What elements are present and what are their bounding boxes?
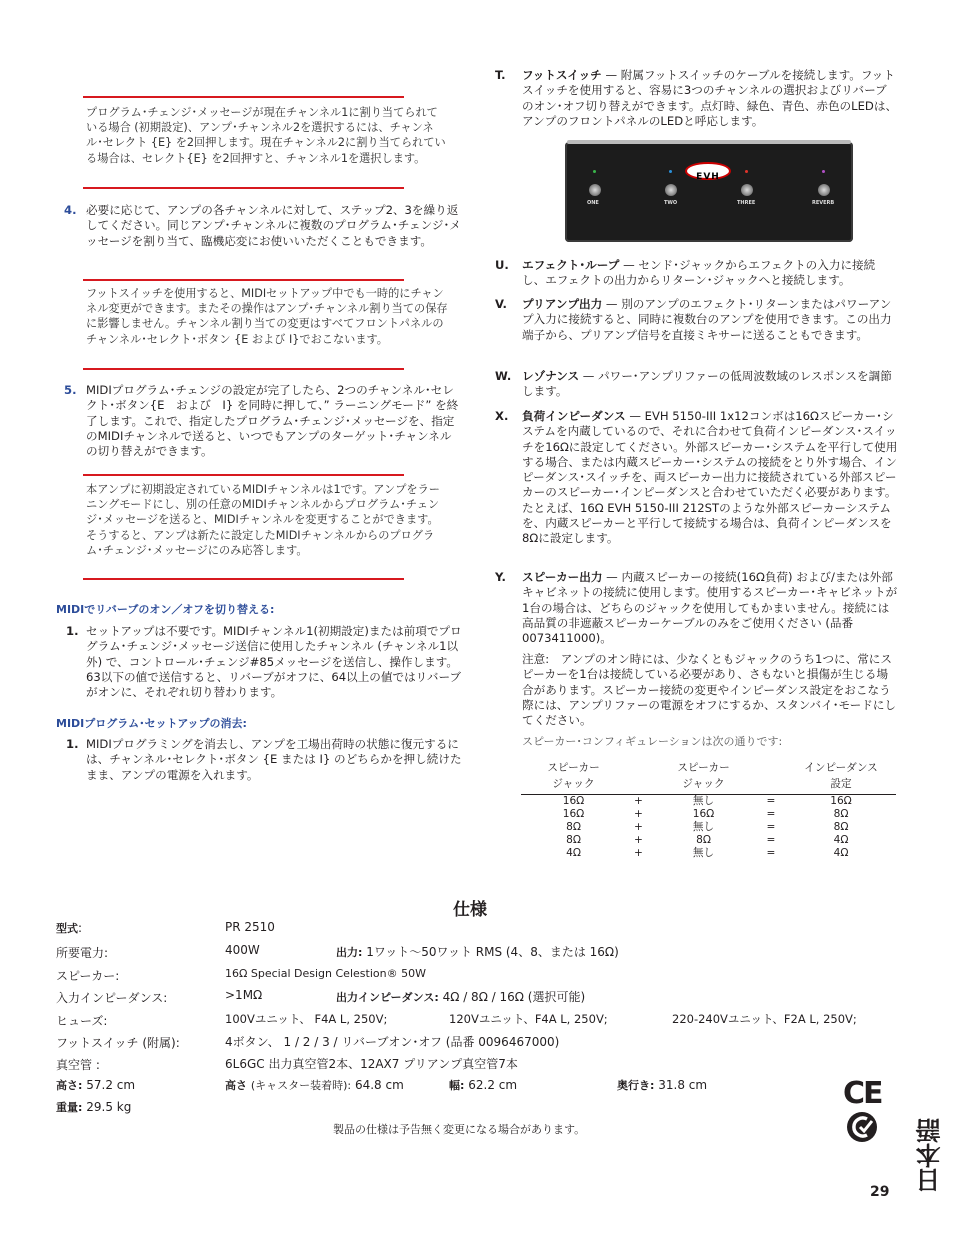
- table-row: 16Ω + 16Ω = 8Ω: [562, 808, 849, 820]
- item-w-text: パワー･アンプリファーの低周波数域のレスポンスを調節します。: [522, 369, 892, 399]
- footswitch-knob-two-icon: [665, 184, 677, 196]
- table-row: 8Ω + 8Ω = 4Ω: [566, 834, 849, 846]
- footswitch-knob-one-icon: [589, 184, 601, 196]
- item-v-letter: V.: [495, 297, 507, 311]
- c-tick-mark-icon: [845, 1110, 879, 1144]
- item-y: [522, 570, 898, 646]
- item-y-letter: Y.: [495, 570, 506, 584]
- note2-bottom-rule: [83, 368, 404, 370]
- spec-output: 出力: 1ワット～50ワット RMS (4、8、または 16Ω): [336, 945, 619, 959]
- footswitch-label-one: ONE: [587, 200, 599, 206]
- table-header-cell: スピーカー ジャック: [547, 762, 600, 790]
- note1: プログラム･チェンジ･メッセージが現在チャンネル1に割り当てられている場合 (初期設定)、アンプ･チャンネル2を選択するには、チャンネル･セレクト {E} を2回押します。現在チャンネル2に割り当てられている場合は、セレクト{E} を2回押すと、チャンネル1を選択します。: [86, 106, 446, 165]
- spec-power-label: 所要電力:: [56, 946, 109, 960]
- spec-tubes-label: 真空管 :: [56, 1058, 100, 1072]
- spec-height: 高さ: 57.2 cm: [56, 1078, 136, 1092]
- table-header-cell: スピーカー ジャック: [677, 762, 730, 790]
- footswitch-illustration: [565, 142, 853, 242]
- item-x-text: EVH 5150-III 1x12コンボは16Ωスピーカー･システムを内蔵しているので、それに合わせて負荷インピーダンス･スイッチを16Ωに設定してください。外部スピーカー･システムを平行して使用する場合、または内蔵スピーカー･システムの接続をとり外す場合、インピーダンス･スイッチを、両スピーカー出力に接続されている外部スピーカーのスピーカー･インピーダンスと合わせていただく必要があります。たとえば、16Ω EVH 5150-III 212STのような外部スピーカーシステムを、内蔵スピーカーと平行して接続する場合は、負荷インピーダンスを8Ωに設定します。: [522, 409, 898, 546]
- item-v-text: 別のアンプのエフェクト･リターンまたはパワーアンプ入力に接続すると、同時に複数台のアンプを使用できます。この出力端子から、プリアンプ信号を直接ミキサーに送ることもできます。: [522, 297, 892, 342]
- table-header-row: [521, 760, 896, 792]
- led-green-icon: [593, 170, 596, 173]
- footswitch-label-reverb: REVERB: [812, 200, 835, 206]
- item-u-label: エフェクト･ループ: [522, 258, 620, 272]
- spec-model: PR 2510: [225, 920, 275, 934]
- note1-top-rule: [83, 96, 404, 98]
- spec-speaker-label: スピーカー:: [56, 969, 120, 983]
- footswitch-knob-three-icon: [741, 184, 753, 196]
- step5-text: MIDIプログラム･チェンジの設定が完了したら、2つのチャンネル･セレクト･ボタン{E および I} を同時に押して、” ラーニングモード” を終了します。これで、指定したプログラム･チェンジ･メッセージを、指定のMIDIチャンネルで送ると、いつでもアンプのターゲット･チャンネルの切り替えができます。: [86, 383, 459, 459]
- spec-model-label: 型式:: [56, 921, 83, 935]
- item-t: [522, 68, 898, 129]
- config-intro: スピーカー･コンフィギュレーションは次の通りです:: [522, 735, 783, 748]
- note2-top-rule: [83, 279, 404, 281]
- spec-footswitch-label: フットスイッチ (附属):: [56, 1036, 180, 1050]
- spec-speaker: 16Ω Special Design Celestion® 50W: [225, 967, 426, 980]
- evh-logo: EVH: [685, 162, 731, 180]
- item-t-label: フットスイッチ: [522, 68, 602, 82]
- item-w-letter: W.: [495, 369, 512, 383]
- item-u-letter: U.: [495, 258, 509, 272]
- spec-footswitch: 4ボタン、 1 / 2 / 3 / リバーブオン･オフ (品番 0096467000): [225, 1035, 560, 1049]
- language-side-label: 日本語: [915, 1118, 944, 1193]
- footswitch-knob-reverb-icon: [818, 184, 830, 196]
- spec-depth: 奥行き: 31.8 cm: [617, 1078, 708, 1092]
- spec-height-casters: 高さ (キャスター装着時): 64.8 cm: [225, 1078, 404, 1092]
- item-v-dash: —: [605, 297, 618, 311]
- step5-number: 5.: [64, 383, 77, 397]
- item-u: [522, 258, 898, 289]
- item-u-text: センド･ジャックからエフェクトの入力に接続し、エフェクトの出力からリターン･ジャックへと接続します。: [522, 258, 876, 288]
- item-w: [522, 369, 898, 400]
- footswitch-label-three: THREE: [737, 200, 756, 206]
- note3-top-rule: [83, 474, 404, 476]
- item-y-dash: —: [606, 570, 618, 584]
- footswitch-label-two: TWO: [664, 200, 678, 206]
- led-blue-icon: [669, 170, 672, 173]
- clear-text: MIDIプログラミングを消去し、アンプを工場出荷時の状態に復元するには、チャンネル･セレクト･ボタン {E または I} のどちらかを押し続けたまま、アンプの電源を入れます。: [86, 737, 462, 782]
- item-t-text: 附属フットスイッチのケーブルを接続します。フットスイッチを使用すると、容易に3つのチャンネルの選択およびリバーブのオン･オフ切り替えができます。点灯時、緑色、青色、赤色のLEDは、アンプのフロントパネルのLEDと呼応します。: [522, 68, 898, 128]
- reverb-number: 1.: [66, 624, 79, 638]
- spec-weight: 重量: 29.5 kg: [56, 1100, 132, 1114]
- spec-power: 400W: [225, 943, 260, 957]
- clear-heading: MIDIプログラム･セットアップの消去:: [56, 717, 247, 730]
- spec-fuse-220v: 220-240Vユニット、F2A L, 250V;: [672, 1012, 857, 1026]
- spec-tubes: 6L6GC 出力真空管2本、12AX7 プリアンプ真空管7本: [225, 1057, 518, 1071]
- spec-disclaimer: 製品の仕様は予告無く変更になる場合があります。: [333, 1123, 586, 1136]
- note3: 本アンプに初期設定されているMIDIチャンネルは1です。アンプをラーニングモードにし、別の任意のMIDIチャンネルからプログラム･チェンジ･メッセージを送ると、MIDIチャンネルを変更することができます。そうすると、アンプは新たに設定したMIDIチャンネルからのプログラム･チェンジ･メッセージにのみ応答します。: [86, 483, 440, 557]
- item-w-label: レゾナンス: [522, 369, 580, 383]
- table-row: 16Ω + 無し = 16Ω: [562, 795, 852, 807]
- led-red-icon: [745, 170, 748, 173]
- reverb-text: セットアップは不要です。MIDIチャンネル1(初期設定)または前項でプログラム･チェンジ･メッセージ送信に使用したチャンネル (チャンネル1以外) で、コントロール･チェンジ#85メッセージを送信し、操作します。63以下の値で送信すると、リバーブがオフに、64以上の値ではリバーブがオンに、それぞれ切り替わります。: [86, 624, 462, 700]
- spec-input-impedance-label: 入力インピーダンス:: [56, 991, 168, 1005]
- item-x: [522, 409, 898, 547]
- item-u-dash: —: [623, 258, 635, 272]
- ce-mark-icon: CE: [843, 1076, 882, 1111]
- table-header-cell: インピーダンス 設定: [804, 762, 878, 790]
- note2: フットスイッチを使用すると、MIDIセットアップ中でも一時的にチャンネル変更ができます。またその操作はアンプ･チャンネル割り当ての保存に影響しません。チャンネル割り当ての変更はすべてフロントパネルのチャンネル･セレクト･ボタン {E および I}でおこないます。: [86, 287, 448, 346]
- spec-input-impedance: >1MΩ: [225, 988, 263, 1002]
- spec-fuse-label: ヒューズ:: [56, 1014, 108, 1028]
- item-v: [522, 297, 898, 343]
- table-row: 8Ω + 無し = 8Ω: [566, 821, 849, 833]
- note1-bottom-rule: [83, 187, 404, 189]
- clear-number: 1.: [66, 737, 79, 751]
- table-row: 4Ω + 無し = 4Ω: [566, 847, 849, 859]
- item-w-dash: —: [582, 369, 595, 383]
- speaker-config-table: [521, 760, 896, 860]
- item-x-letter: X.: [495, 409, 509, 423]
- page-number: 29: [870, 1184, 890, 1200]
- item-y-label: スピーカー出力: [522, 570, 603, 584]
- item-t-dash: —: [605, 68, 618, 82]
- item-x-dash: —: [629, 409, 641, 423]
- spec-fuse-100v: 100Vユニット、 F4A L, 250V;: [225, 1012, 388, 1026]
- led-purple-icon: [822, 170, 825, 173]
- step4-text: 必要に応じて、アンプの各チャンネルに対して、ステップ2、3を繰り返してください。同じアンプ･チャンネルに複数のプログラム･チェンジ･メッセージを割り当て、臨機応変にお使いいただくこともできます。: [86, 203, 461, 248]
- caution-text: 注意: アンプのオン時には、少なくともジャックのうち1つに、常にスピーカーを1台は接続している必要があり、さもないと損傷が生じる場合があります。スピーカー接続の変更やインピーダンス設定をおこなう際には、アンプリファーの電源をオフにするか、スタンバイ･モードにしてください。: [522, 652, 897, 728]
- spec-output-impedance: 出力インピーダンス: 4Ω / 8Ω / 16Ω (選択可能): [336, 990, 586, 1004]
- specs-title: 仕様: [453, 900, 487, 920]
- spec-width: 幅: 62.2 cm: [449, 1078, 518, 1092]
- item-v-label: プリアンプ出力: [522, 297, 603, 311]
- item-t-letter: T.: [495, 68, 506, 82]
- item-y-text: 内蔵スピーカーの接続(16Ω負荷) および/または外部キャビネットの接続に使用します。使用するスピーカー･キャビネットが1台の場合は、どちらのジャックを使用してもかまいません。接続には高品質の非遮蔽スピーカーケーブルのみをご使用ください (品番 0073411000)。: [522, 570, 898, 646]
- item-x-label: 負荷インピーダンス: [522, 409, 626, 423]
- step4-number: 4.: [64, 203, 77, 217]
- note3-bottom-rule: [83, 578, 404, 580]
- reverb-heading: MIDIでリバーブのオン／オフを切り替える:: [56, 603, 275, 616]
- spec-fuse-120v: 120Vユニット、F4A L, 250V;: [449, 1012, 608, 1026]
